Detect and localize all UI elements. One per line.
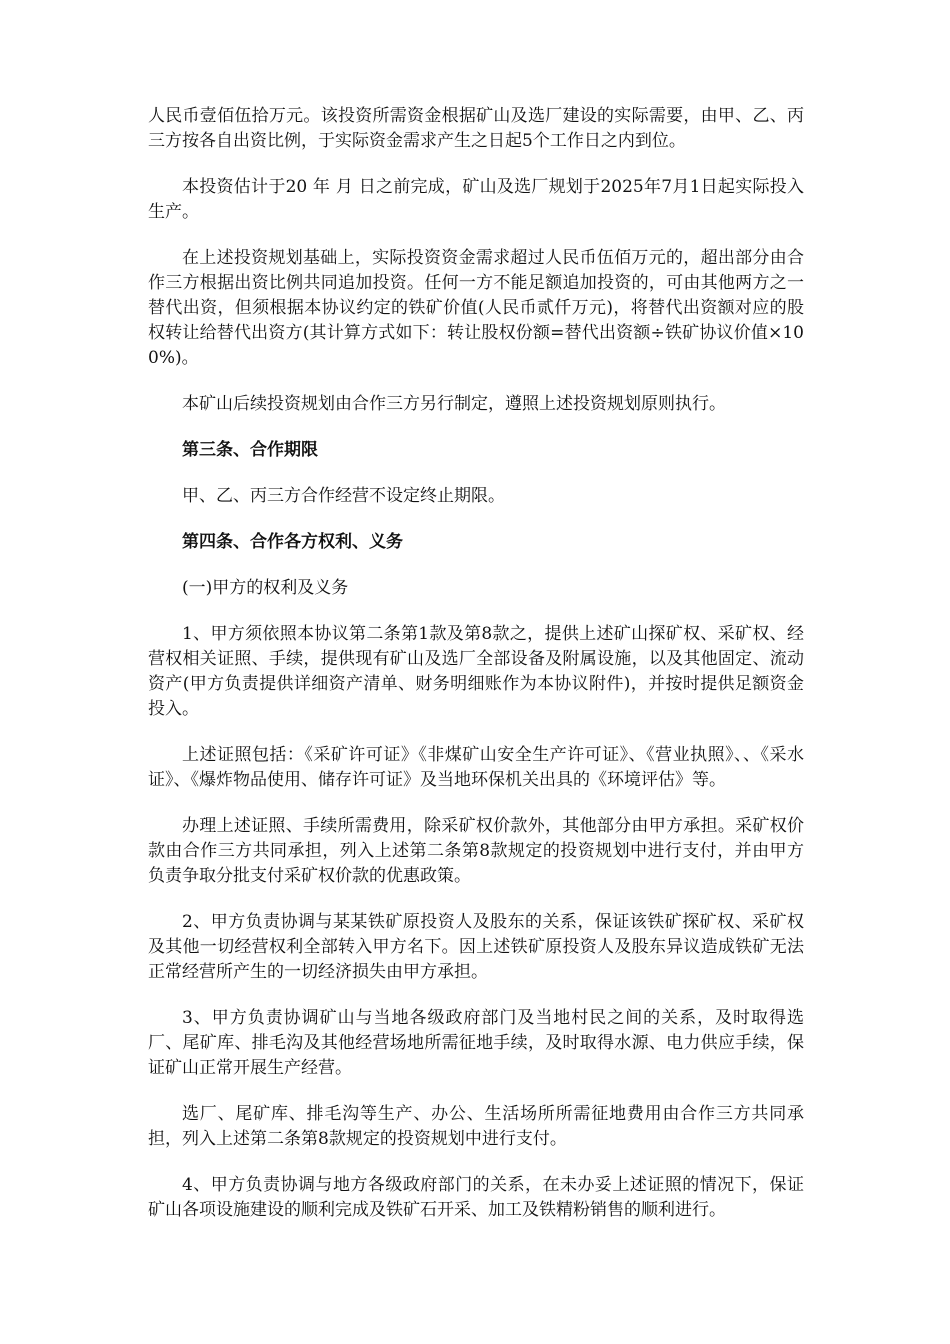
paragraph-investment-amount: 人民币壹佰伍拾万元。该投资所需资金根据矿山及选厂建设的实际需要，由甲、乙、丙三方按各自出资比例，于实际资金需求产生之日起5个工作日之内到位。 [148,106,804,151]
paragraph-license-fees: 办理上述证照、手续所需费用，除采矿权价款外，其他部分由甲方承担。采矿权价款由合作三方共同承担，列入上述第二条第8款规定的投资规划中进行支付，并由甲方负责争取分批支付采矿权价款的优惠政策。 [148,816,804,886]
paragraph-party-a-item-2: 2、甲方负责协调与某某铁矿原投资人及股东的关系，保证该铁矿探矿权、采矿权及其他一切经营权利全部转入甲方名下。因上述铁矿原投资人及股东异议造成铁矿无法正常经营所产生的一切经济损失由甲方承担。 [148,912,804,982]
paragraph-follow-up-planning: 本矿山后续投资规划由合作三方另行制定，遵照上述投资规划原则执行。 [182,394,726,414]
paragraph-party-a-item-3: 3、甲方负责协调矿山与当地各级政府部门及当地村民之间的关系，及时取得选厂、尾矿库、排毛沟及其他经营场地所需征地手续，及时取得水源、电力供应手续，保证矿山正常开展生产经营。 [148,1008,804,1078]
paragraph-party-a-item-4: 4、甲方负责协调与地方各级政府部门的关系，在未办妥上述证照的情况下，保证矿山各项设施建设的顺利完成及铁矿石开采、加工及铁精粉销售的顺利进行。 [148,1175,804,1220]
paragraph-cooperation-term: 甲、乙、丙三方合作经营不设定终止期限。 [182,486,505,506]
paragraph-investment-schedule: 本投资估计于20 年 月 日之前完成，矿山及选厂规划于2025年7月1日起实际投入生产。 [148,177,804,222]
paragraph-licenses-list: 上述证照包括：《采矿许可证》《非煤矿山安全生产许可证》、《营业执照》、、《采水证》、《爆炸物品使用、储存许可证》及当地环保机关出具的《环境评估》等。 [148,745,804,790]
section-heading-article-3: 第三条、合作期限 [182,440,318,460]
document-body [148,104,804,1244]
paragraph-land-fees: 选厂、尾矿库、排毛沟等生产、办公、生活场所所需征地费用由合作三方共同承担，列入上述第二条第8款规定的投资规划中进行支付。 [148,1104,804,1149]
section-heading-article-4: 第四条、合作各方权利、义务 [182,532,403,552]
paragraph-party-a-item-1: 1、甲方须依照本协议第二条第1款及第8款之，提供上述矿山探矿权、采矿权、经营权相关证照、手续，提供现有矿山及选厂全部设备及附属设施，以及其他固定、流动资产(甲方负责提供详细资产清单、财务明细账作为本协议附件)，并按时提供足额资金投入。 [148,624,804,719]
subsection-heading-party-a: (一)甲方的权利及义务 [182,578,349,598]
paragraph-additional-investment: 在上述投资规划基础上，实际投资资金需求超过人民币伍佰万元的，超出部分由合作三方根据出资比例共同追加投资。任何一方不能足额追加投资的，可由其他两方之一替代出资，但须根据本协议约定的铁矿价值(人民币贰仟万元)，将替代出资额对应的股权转让给替代出资方(其计算方式如下：转让股权份额=替代出资额÷铁矿协议价值×100%)。 [148,248,804,368]
